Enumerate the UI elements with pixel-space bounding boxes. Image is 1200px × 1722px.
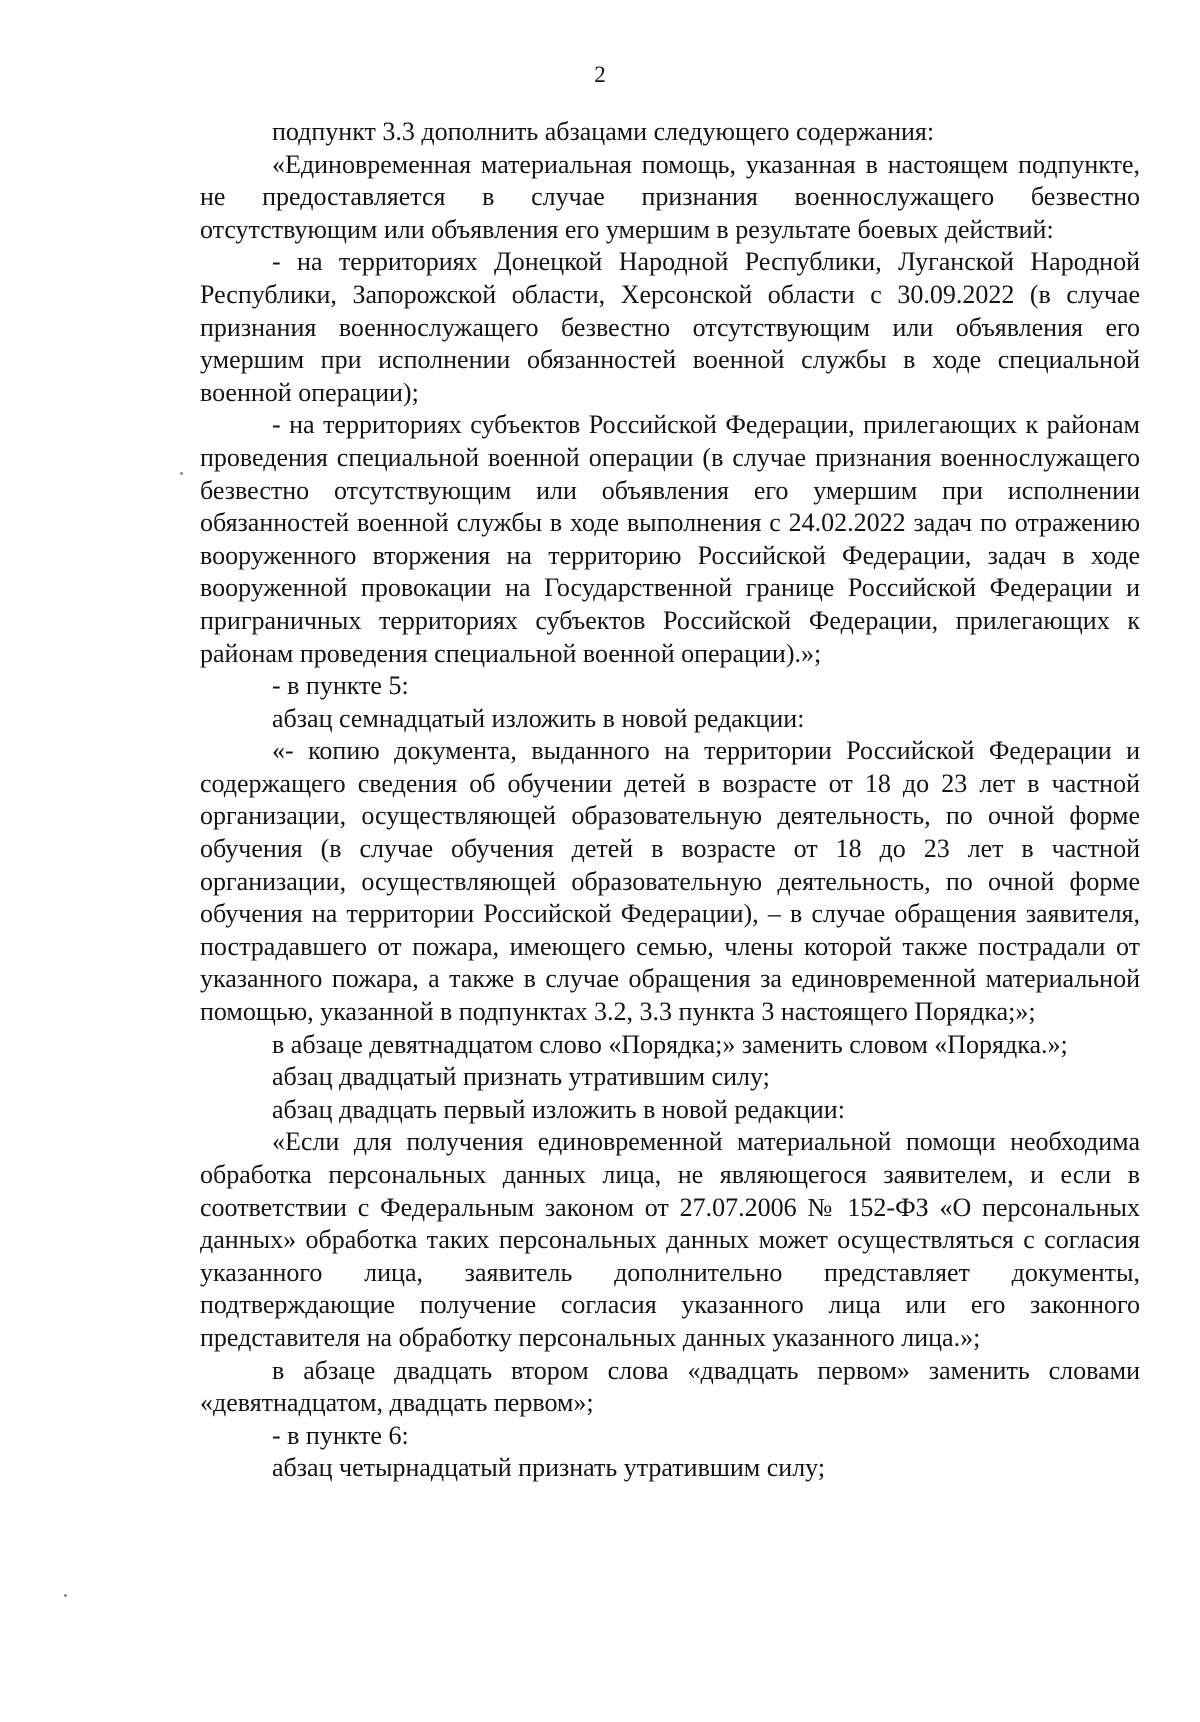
paragraph-6: абзац семнадцатый изложить в новой редакции: — [272, 703, 805, 733]
paragraph-9: абзац двадцатый признать утратившим силу; — [272, 1062, 770, 1092]
paragraph-5: - в пункте 5: — [272, 671, 409, 701]
document-body — [200, 116, 1140, 1485]
paragraph-10: абзац двадцать первый изложить в новой редакции: — [272, 1094, 845, 1124]
paragraph-7: «- копию документа, выданного на территории Российской Федерации и содержащего сведения об обучении детей в возрасте от 18 до 23 лет в частной организации, осуществляющей образовательную деятельность, по очной форме обучения (в случае обучения детей в возрасте от 18 до 23 лет в частной организации, осуществляющей образовательную деятельность, по очной форме обучения на территории Российской Федерации), – в случае обращения заявителя, пострадавшего от пожара, имеющего семью, члены которой также пострадали от указанного пожара, а также в случае обращения за единовременной материальной помощью, указанной в подпунктах 3.2, 3.3 пункта 3 настоящего Порядка;»; — [200, 736, 1140, 1027]
paragraph-11: «Если для получения единовременной материальной помощи необходима обработка персональных данных лица, не являющегося заявителем, и если в соответствии с Федеральным законом от 27.07.2006 № 152-ФЗ «О персональных данных» обработка таких персональных данных может осуществляться с согласия указанного лица, заявитель дополнительно представляет документы, подтверждающие получение согласия указанного лица или его законного представителя на обработку персональных данных указанного лица.»; — [200, 1127, 1140, 1352]
page-number: 2 — [594, 62, 606, 87]
paragraph-2: «Единовременная материальная помощь, указанная в настоящем подпункте, не предоставляется в случае признания военнослужащего безвестно отсутствующим или объявления его умершим в результате боевых действий: — [200, 149, 1140, 244]
paragraph-8: в абзаце девятнадцатом слово «Порядка;» заменить словом «Порядка.»; — [272, 1029, 1068, 1059]
paragraph-14: абзац четырнадцатый признать утратившим силу; — [272, 1453, 826, 1483]
scan-speck — [180, 472, 183, 475]
paragraph-1: подпункт 3.3 дополнить абзацами следующего содержания: — [272, 117, 935, 146]
paragraph-12: в абзаце двадцать втором слова «двадцать первом» заменить словами «девятнадцатом, двадцать первом»; — [200, 1355, 1140, 1418]
paragraph-4: - на территориях субъектов Российской Федерации, прилегающих к районам проведения специальной военной операции (в случае признания военнослужащего безвестно отсутствующим или объявления его умершим при исполнении обязанностей военной службы в ходе выполнения с 24.02.2022 задач по отражению вооруженного вторжения на территорию Российской Федерации, задач в ходе вооруженной провокации на Государственной границе Российской Федерации и приграничных территориях субъектов Российской Федерации, прилегающих к районам проведения специальной военной операции).»; — [200, 410, 1140, 668]
scan-speck — [64, 1594, 67, 1597]
paragraph-13: - в пункте 6: — [272, 1420, 409, 1450]
paragraph-3: - на территориях Донецкой Народной Республики, Луганской Народной Республики, Запорожской области, Херсонской области с 30.09.2022 (в случае признания военнослужащего безвестно отсутствующим или объявления его умершим при исполнении обязанностей военной службы в ходе специальной военной операции); — [200, 247, 1140, 407]
